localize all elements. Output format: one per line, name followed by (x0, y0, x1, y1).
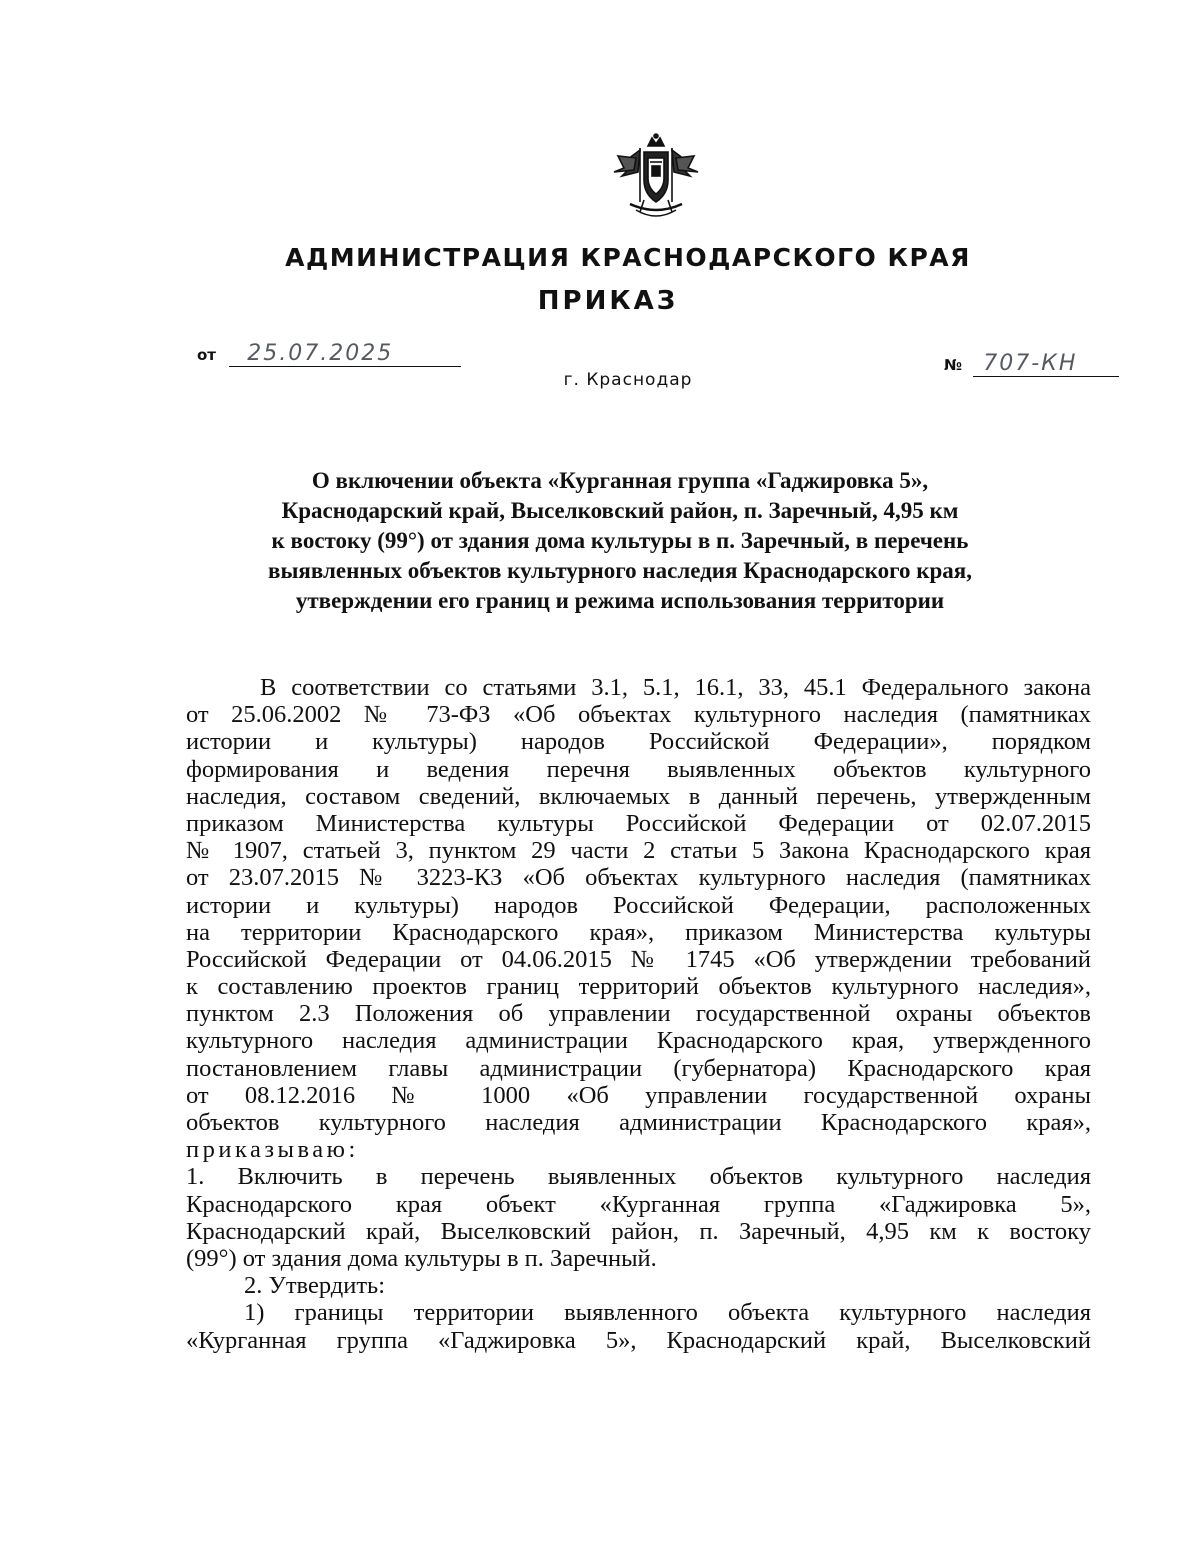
number-label: № (944, 356, 963, 374)
organization-title: АДМИНИСТРАЦИЯ КРАСНОДАРСКОГО КРАЯ (285, 243, 971, 272)
body-line: 2. Утвердить: (244, 1272, 386, 1300)
body-line: (99°) от здания дома культуры в п. Заречный. (186, 1244, 657, 1272)
body-line: № 1907, статьей 3, пунктом 29 части 2 статьи 5 Закона Краснодарского края (186, 837, 1091, 865)
number-value: 707-КН (973, 352, 1119, 377)
body-line: постановлением главы администрации (губернатора) Краснодарского края (186, 1054, 1091, 1082)
city-label: г. Краснодар (563, 370, 693, 390)
body-line: объектов культурного наследия администрации Краснодарского края», (186, 1109, 1091, 1136)
subject-line: Краснодарский край, Выселковский район, п. Заречный, 4,95 км (281, 498, 959, 523)
body-line: 1. Включить в перечень выявленных объектов культурного наследия (186, 1163, 1091, 1191)
body-line: В соответствии со статьями 3.1, 5.1, 16.1, 33, 45.1 Федерального закона (260, 674, 1091, 701)
body-line: наследия, составом сведений, включаемых в данный перечень, утвержденным (186, 782, 1091, 810)
subject-line: утверждении его границ и режима использования территории (295, 588, 945, 613)
body-line: на территории Краснодарского края», приказом Министерства культуры (186, 918, 1091, 946)
body-line: от 23.07.2015 № 3223-КЗ «Об объектах культурного наследия (памятниках (186, 864, 1091, 892)
body-line: пунктом 2.3 Положения об управлении государственной охраны объектов (186, 1000, 1091, 1028)
body-line: истории и культуры) народов Российской Федерации», порядком (186, 728, 1091, 756)
coat-of-arms-emblem (610, 132, 702, 224)
subject-line: выявленных объектов культурного наследия Краснодарского края, (268, 558, 972, 583)
document-type-title: ПРИКАЗ (537, 286, 679, 316)
body-line: к составлению проектов границ территорий объектов культурного наследия», (186, 973, 1091, 1001)
date-field (197, 342, 461, 367)
body-line: от 25.06.2002 № 73-ФЗ «Об объектах культурного наследия (памятниках (186, 701, 1091, 729)
document-body (186, 674, 1091, 1354)
body-line: Краснодарский край, Выселковский район, п. Заречный, 4,95 км к востоку (186, 1217, 1091, 1245)
subject-line: О включении объекта «Курганная группа «Гаджировка 5», (311, 468, 929, 493)
body-line: культурного наследия администрации Краснодарского края, утвержденного (186, 1027, 1091, 1055)
date-value: 25.07.2025 (229, 342, 461, 367)
body-line: Краснодарского края объект «Курганная группа «Гаджировка 5», (186, 1190, 1091, 1218)
document-subject (150, 466, 1090, 616)
body-line: истории и культуры) народов Российской Федерации, расположенных (186, 891, 1091, 919)
date-label: от (197, 346, 216, 364)
subject-line: к востоку (99°) от здания дома культуры в п. Заречный, в перечень (271, 528, 969, 553)
body-line: Российской Федерации от 04.06.2015 № 1745 «Об утверждении требований (186, 945, 1091, 973)
body-line: от 08.12.2016 № 1000 «Об управлении государственной охраны (186, 1081, 1091, 1109)
body-line: формирования и ведения перечня выявленных объектов культурного (186, 755, 1091, 783)
body-line-order-word: приказываю: (186, 1136, 359, 1164)
body-line: 1) границы территории выявленного объекта культурного наследия (244, 1299, 1091, 1327)
body-line: «Курганная группа «Гаджировка 5», Краснодарский край, Выселковский (186, 1326, 1091, 1354)
body-line: приказом Министерства культуры Российской Федерации от 02.07.2015 (186, 809, 1091, 837)
